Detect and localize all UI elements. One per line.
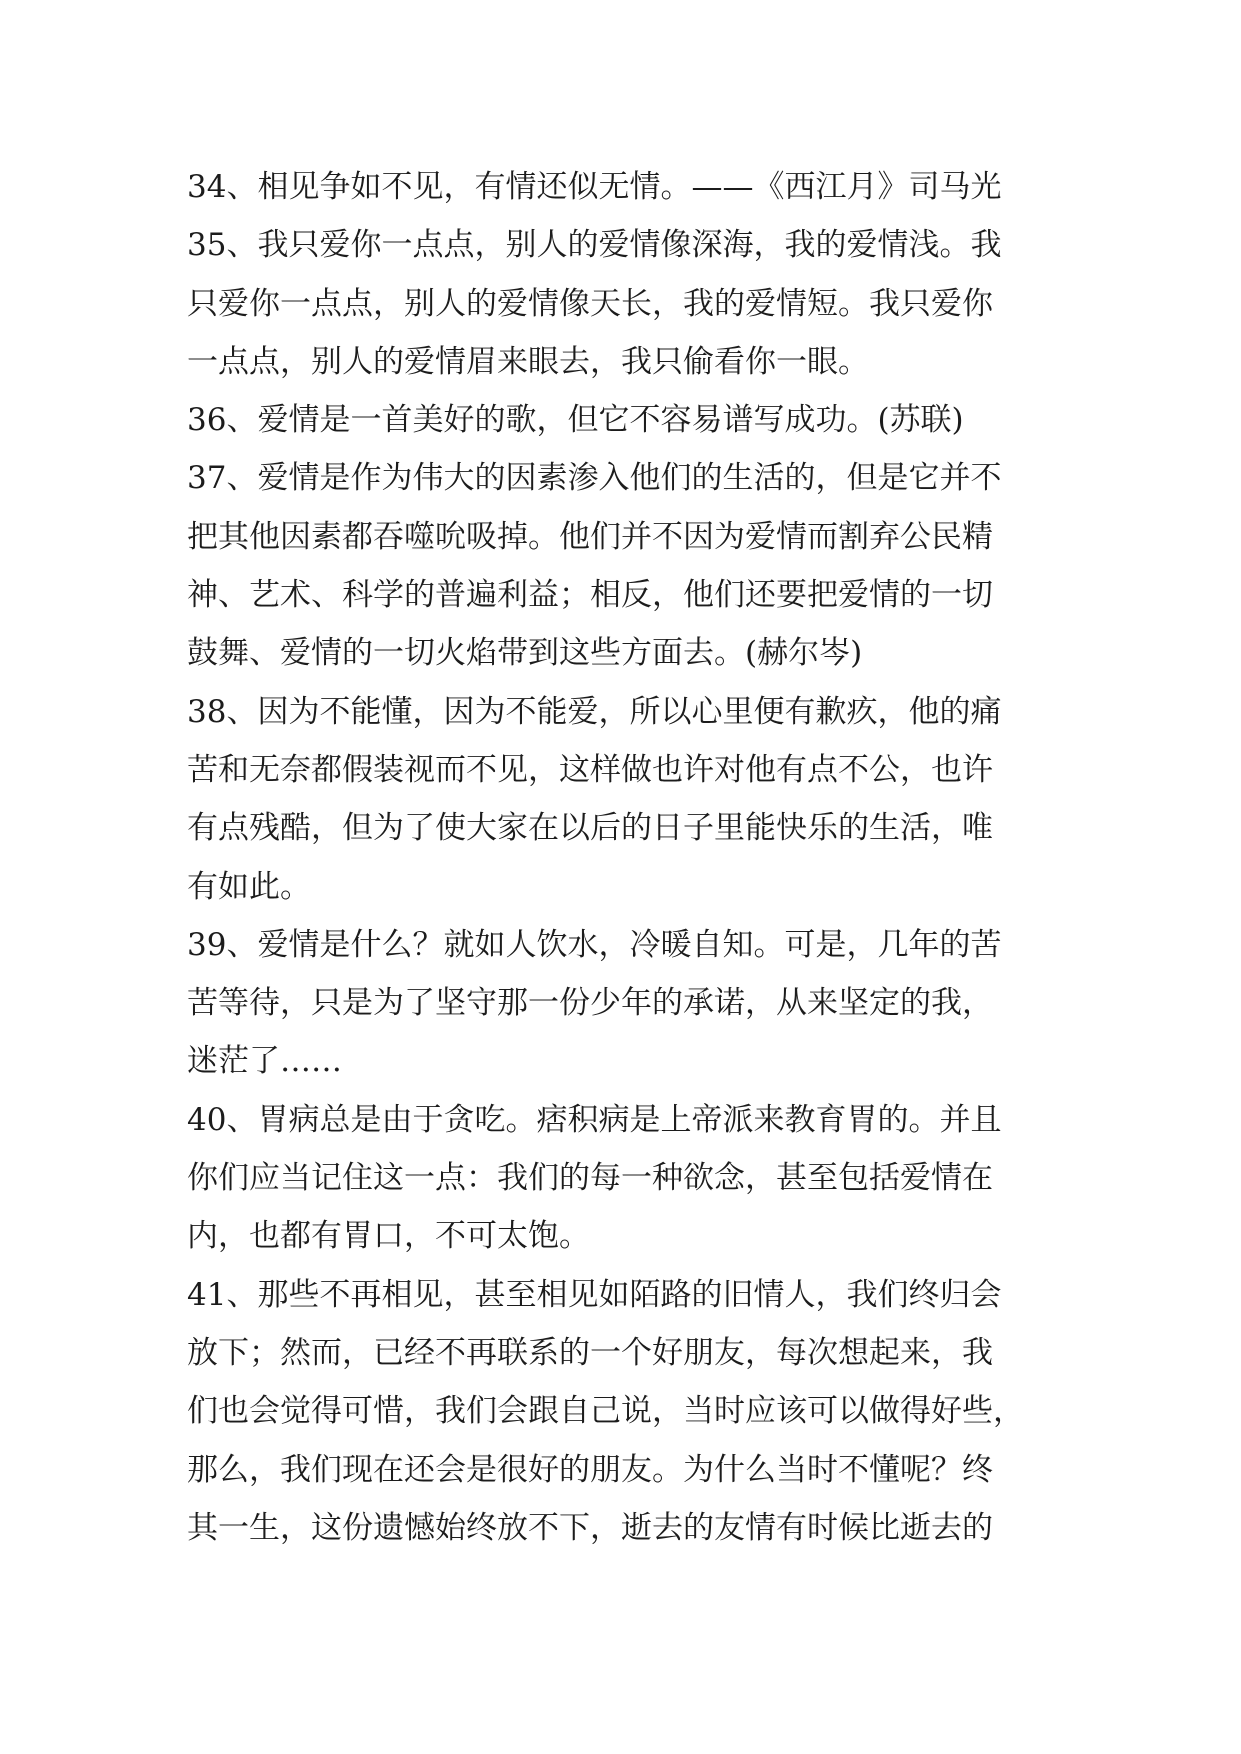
text-line: 39、爱情是什么？就如人饮水，冷暖自知。可是，几年的苦 — [187, 926, 1002, 963]
text-line: 36、爱情是一首美好的歌，但它不容易谱写成功。(苏联) — [187, 402, 964, 439]
text-line: 迷茫了…… — [187, 1043, 342, 1080]
text-line: 只爱你一点点，别人的爱情像天长，我的爱情短。我只爱你 — [187, 285, 993, 322]
text-line: 把其他因素都吞噬吮吸掉。他们并不因为爱情而割弃公民精 — [187, 518, 993, 555]
text-line: 其一生，这份遗憾始终放不下，逝去的友情有时候比逝去的 — [187, 1509, 993, 1546]
text-line: 你们应当记住这一点：我们的每一种欲念，甚至包括爱情在 — [187, 1160, 993, 1197]
text-line: 鼓舞、爱情的一切火焰带到这些方面去。(赫尔岑) — [187, 635, 863, 672]
text-line: 神、艺术、科学的普遍利益；相反，他们还要把爱情的一切 — [187, 577, 993, 614]
document-body — [187, 158, 1067, 1557]
text-line: 苦等待，只是为了坚守那一份少年的承诺，从来坚定的我， — [187, 985, 993, 1022]
text-line: 放下；然而，已经不再联系的一个好朋友，每次想起来，我 — [187, 1334, 993, 1371]
text-line: 那么，我们现在还会是很好的朋友。为什么当时不懂呢？终 — [187, 1451, 993, 1488]
text-line: 一点点，别人的爱情眉来眼去，我只偷看你一眼。 — [187, 343, 869, 380]
text-line: 苦和无奈都假装视而不见，这样做也许对他有点不公，也许 — [187, 751, 993, 788]
text-line: 40、胃病总是由于贪吃。痞积病是上帝派来教育胃的。并且 — [187, 1101, 1002, 1138]
text-line: 37、爱情是作为伟大的因素渗入他们的生活的，但是它并不 — [187, 460, 1002, 497]
text-line: 有如此。 — [187, 868, 311, 905]
text-line: 41、那些不再相见，甚至相见如陌路的旧情人，我们终归会 — [187, 1276, 1002, 1313]
text-line: 35、我只爱你一点点，别人的爱情像深海，我的爱情浅。我 — [187, 227, 1002, 264]
text-line: 有点残酷，但为了使大家在以后的日子里能快乐的生活，唯 — [187, 810, 993, 847]
text-line: 内，也都有胃口，不可太饱。 — [187, 1218, 590, 1255]
text-line: 34、相见争如不见，有情还似无情。——《西江月》司马光 — [187, 169, 1002, 205]
text-line: 们也会觉得可惜，我们会跟自己说，当时应该可以做得好些， — [187, 1393, 1024, 1430]
text-line: 38、因为不能懂，因为不能爱，所以心里便有歉疚，他的痛 — [187, 693, 1002, 730]
